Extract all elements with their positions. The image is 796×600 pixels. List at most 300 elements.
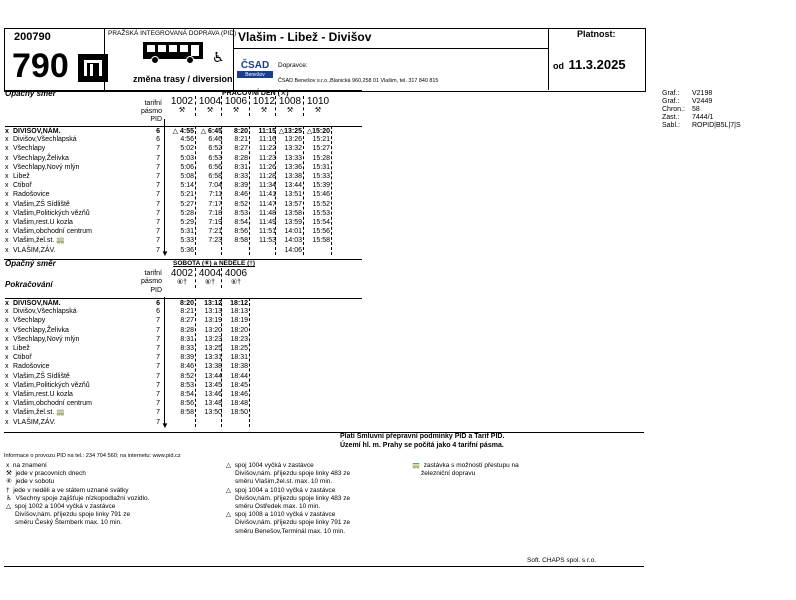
departure-time: 6:52 [208,145,222,153]
trip-number: 1004 [198,96,222,107]
tariff-zone: 7 [156,228,160,236]
request-stop-mark: x [5,191,9,199]
departure-time: 5:14 [180,182,194,190]
departure-time: 11:15 [258,128,276,135]
request-stop-mark: x [5,200,9,208]
departure-time: 6:46 [208,136,222,144]
direction-arrow-2 [164,297,165,425]
departure-time: 13:38 [204,363,222,371]
timetable-row [5,227,362,236]
stop-name: Všechlapy,Nový mlýn [13,163,80,171]
stop-name: Vlašim,Politických vězňů [13,381,90,389]
departure-time: 7:11 [208,191,222,199]
departure-time: 13:32 [284,145,302,153]
legend-line: △ spoj 1004 a 1010 vyčká v zastávce [226,486,336,494]
section2-direction: Opačný směr [5,259,56,268]
departure-time: 6:58 [208,173,222,180]
tariff-zone: 7 [156,391,160,398]
trip-day-symbol: ⚒ [178,107,186,114]
stop-name: Radošovice [13,363,50,371]
departure-time: 14:03 [284,237,302,245]
tariff-zone: 6 [156,128,160,135]
timetable-row [5,326,362,335]
departure-time: 13:12 [204,300,222,307]
request-stop-mark: x [5,154,9,162]
notice-zones: Území hl. m. Prahy se počítá jako 4 tarifní pásma. [340,442,504,449]
tariff-zone: 6 [156,308,160,316]
departure-time: 13:20 [204,326,222,334]
departure-time: 8:27 [234,145,248,153]
timetable-row [5,353,362,362]
legend-line: ⚒ jede v pracovních dnech [6,470,86,478]
stop-name: Všechlapy,Želivka [13,326,69,334]
trip-number: 1010 [306,96,330,107]
trip-number: 1006 [224,96,248,107]
departure-time: 8:28 [180,326,194,334]
departure-time: 13:45 [204,381,222,389]
trip-day-symbol: ⑥† [230,279,242,286]
departure-time: 5:08 [180,173,194,180]
departure-time: 8:33 [180,345,194,352]
request-stop-mark: x [5,400,9,408]
timetable-row [5,154,362,163]
departure-time: 11:53 [259,237,276,245]
timetable-row [5,418,362,427]
tariff-zone: 7 [156,381,160,389]
tariff-zone: 7 [156,418,160,426]
timetable-row [5,399,362,408]
pid-logo [78,54,108,82]
tariff-zone: 7 [156,345,160,352]
section2-day-type: SOBOTA (⑥) a NEDĚLE (†) [173,260,256,267]
departure-time: 13:25 [204,345,222,352]
departure-time: 8:54 [234,219,248,226]
timetable-row [5,381,362,390]
tariff-zone: 7 [156,317,160,325]
direction-arrow-1-head: ▼ [161,249,169,258]
stop-name: Vlašim,žel.st. 🚃 [13,409,65,417]
departure-time: 8:31 [180,335,194,343]
departure-time: 18:45 [230,381,248,389]
stop-name: Všechlapy [13,145,46,153]
line-number: 790 [12,47,69,85]
side-info [662,90,741,130]
timetable-row [5,408,362,417]
request-stop-mark: x [5,363,9,371]
departure-time: 7:21 [208,228,222,236]
timetable-row [5,218,362,227]
operator-logo: ČSAD Benešov [237,61,273,78]
departure-time: 13:26 [284,136,302,144]
side-info-row: Graf.: V2198 [662,90,713,97]
request-stop-mark: x [5,182,9,190]
tariff-zone: 7 [156,163,160,171]
departure-time: 11:47 [259,200,276,208]
departure-time: 13:13 [204,308,222,316]
legend-line: směru Ostředek max. 10 min. [226,503,321,511]
departure-time: 18:50 [230,409,248,417]
tariff-zone: 7 [156,363,160,371]
timetable-row [5,190,362,199]
request-stop-mark: x [5,209,9,217]
legend-line: směru Český Šternberk max. 10 min. [6,519,122,527]
departure-time: 15:58 [312,237,330,245]
info-line: Informace o provozu PID na tel.: 234 704 560; na internetu: www.pid.cz [4,453,181,459]
tariff-zone: 7 [156,145,160,153]
departure-time: 11:26 [259,163,276,171]
departure-time: △ 4:55 [172,128,194,135]
request-stop-mark: x [5,354,9,362]
departure-time: 13:48 [204,400,222,408]
tariff-zone: 7 [156,372,160,380]
timetable-row [5,200,362,209]
legend-line: směru Vlašim,žel.st. max. 10 min. [226,478,333,486]
timetable-row [5,209,362,218]
section2-zone-label-1: tarifní [144,270,162,277]
departure-time: 8:46 [234,191,248,199]
departure-time: 8:39 [180,354,194,362]
legend-line: ⑥ jede v sobotu [6,478,55,486]
side-info-row: Chron.: 58 [662,106,700,113]
departure-time: 8:52 [234,200,248,208]
departure-time: 18:13 [230,308,248,316]
timetable-row [5,390,362,399]
departure-time: 8:20 [233,128,248,135]
tariff-zone: 7 [156,335,160,343]
diversion-label: změna trasy / diversion [133,74,233,84]
timetable-row [5,372,362,381]
trip-day-symbol: ⑥† [176,279,188,286]
legend-line: směru Benešov,Terminál max. 10 min. [226,527,346,535]
stop-name: Vlašim,ZŠ Sídliště [13,200,70,208]
request-stop-mark: x [5,246,9,254]
departure-time: 11:41 [259,191,276,199]
timetable-row [5,362,362,371]
departure-time: △ 6:45 [200,128,222,135]
departure-time: 18:20 [230,326,248,334]
request-stop-mark: x [5,372,9,380]
stop-name: Ctiboř [13,354,32,362]
tariff-zone: 7 [156,237,160,245]
timetable-row [5,135,362,144]
stop-name: Všechlapy [13,317,46,325]
legend-line: Divišov,nám. příjezdu spoje linky 483 ze [226,470,351,478]
departure-time: 13:31 [204,354,222,362]
tariff-zone: 7 [156,219,160,226]
software-credit: Soft. CHAPS spol. s r.o. [527,557,596,564]
section1-day-type: PRACOVNÍ DEN (⚒) [222,90,289,97]
stop-name: Vlašim,žel.st. 🚃 [13,237,65,245]
request-stop-mark: x [5,300,9,307]
legend-line: Divišov,nám. příjezdu spoje linky 791 ze [226,519,351,527]
departure-time: 15:53 [312,209,330,217]
operator-info: ČSAD Benešov s.r.o.,Blanická 960,258 01 Vlašim, tel. 317 840 815 [278,78,439,84]
request-stop-mark: x [5,381,9,389]
trip-number: 4006 [224,268,248,279]
departure-time: 11:51 [259,228,276,236]
side-info-row: Zast.: 7444/1 [662,114,714,121]
legend-line: △ spoj 1008 a 1010 vyčká v zastávce [226,511,336,519]
tariff-zone: 7 [156,409,160,417]
departure-time: 6:53 [208,154,222,162]
section1-zone-label-1: tarifní [144,100,162,107]
departure-time: 8:27 [180,317,194,325]
timetable-code: 200790 [14,31,51,43]
departure-time: 11:23 [259,154,276,162]
stop-name: DIVIŠOV,NÁM. [13,300,61,307]
departure-time: 15:46 [312,191,330,199]
request-stop-mark: x [5,391,9,398]
stop-name: VLAŠIM,ZÁV. [13,418,56,426]
departure-time: 8:56 [180,400,194,408]
request-stop-mark: x [5,136,9,144]
stop-name: Vlašim,obchodní centrum [13,228,92,236]
legend-line: železniční dopravu [412,470,476,478]
departure-time: 18:31 [230,354,248,362]
departure-time: 15:28 [312,154,330,162]
departure-time: 11:16 [259,136,276,144]
direction-arrow-1 [164,119,165,253]
departure-time: 8:21 [234,136,248,144]
departure-time: 8:58 [180,409,194,417]
timetable-row [5,307,362,316]
timetable-row [5,163,362,172]
tariff-zone: 7 [156,191,160,199]
departure-time: 8:46 [180,363,194,371]
departure-time: 13:33 [284,154,302,162]
section1-direction: Opačný směr [5,89,56,98]
section2-zone-label-2: pásmo [140,278,162,285]
departure-time: 11:28 [259,173,276,180]
tariff-zone: 7 [156,209,160,217]
legend-middle [226,462,350,536]
request-stop-mark: x [5,128,9,135]
departure-time: 13:51 [284,191,302,199]
legend-line: △ spoj 1004 vyčká v zastávce [226,462,314,469]
stop-name: Vlašim,Politických vězňů [13,209,90,217]
trip-day-symbol: ⚒ [206,107,214,114]
departure-time: 18:25 [230,345,248,352]
departure-time: 15:39 [312,182,330,190]
timetable-row [5,246,362,255]
departure-time: 15:27 [312,145,330,153]
tariff-zone: 7 [156,154,160,162]
trip-day-symbol: ⑥† [204,279,216,286]
departure-time: 5:03 [180,154,194,162]
timetable-row [5,335,362,344]
departure-time: 5:21 [180,191,194,199]
timetable-row [5,144,362,153]
legend-line: △ spoj 1002 a 1004 vyčká v zastávce [6,503,116,511]
tariff-zone: 7 [156,400,160,408]
trip-number: 4004 [198,268,222,279]
stop-name: Vlašim,ZŠ Sídliště [13,372,70,380]
departure-time: 11:48 [259,209,276,217]
departure-time: 8:53 [234,209,248,217]
departure-time: 7:18 [208,209,222,217]
side-info-row: Graf.: V2449 [662,98,713,105]
stop-name: Libež [13,173,30,180]
timetable-row [5,172,362,181]
request-stop-mark: x [5,228,9,236]
tariff-zone: 7 [156,173,160,180]
validity-date: od 11.3.2025 [553,57,626,72]
stop-name: Vlašim,obchodní centrum [13,400,92,408]
request-stop-mark: x [5,145,9,153]
legend-right [412,462,519,478]
stop-name: Vlašim,rest.U kozla [13,219,73,226]
legend-line: † jede v neděli a ve státem uznané svátky [6,486,129,494]
stop-name: DIVIŠOV,NÁM. [13,128,61,135]
departure-time: 13:57 [284,200,302,208]
stop-name: Divišov,Všechlapská [13,136,77,144]
section2-zone-label-3: PID [150,287,162,294]
stop-name: VLAŠIM,ZÁV. [13,246,56,254]
notice-conditions: Platí Smluvní přepravní podmínky PID a Tarif PID. [340,433,505,440]
request-stop-mark: x [5,163,9,171]
departure-time: 8:53 [180,381,194,389]
stop-name: Všechlapy,Nový mlýn [13,335,80,343]
departure-time: 8:33 [234,173,248,180]
departure-time: 18:12 [230,300,248,307]
request-stop-mark: x [5,418,9,426]
departure-time: 13:44 [284,182,302,190]
timetable-row [5,344,362,353]
stop-name: Vlašim,rest.U kozla [13,391,73,398]
departure-time: 14:06 [284,246,302,254]
legend-line: 🚃 zastávka s možností přestupu na [412,462,519,469]
legend-left [6,462,149,528]
departure-time: 5:27 [180,200,194,208]
departure-time: 13:46 [204,391,222,398]
route-title: Vlašim - Libež - Divišov [238,30,372,44]
departure-time: 11:49 [259,219,276,226]
departure-time: 15:21 [312,136,330,144]
departure-time: 13:36 [284,163,302,171]
tariff-zone: 7 [156,182,160,190]
tariff-zone: 6 [156,300,160,307]
timetable-row [5,316,362,325]
departure-time: 7:17 [208,200,222,208]
departure-time: 15:33 [312,173,330,180]
departure-time: 5:28 [180,209,194,217]
section1-zone-label-2: pásmo [140,108,162,115]
timetable-row [5,236,362,245]
trip-day-symbol: ⚒ [232,107,240,114]
trip-number: 4002 [170,268,194,279]
departure-time: 18:19 [230,317,248,325]
tariff-zone: 6 [156,136,160,144]
request-stop-mark: x [5,173,9,180]
request-stop-mark: x [5,237,9,245]
departure-time: 8:39 [234,182,248,190]
departure-time: 18:23 [230,335,248,343]
organization-name: PRAŽSKÁ INTEGROVANÁ DOPRAVA (PID) [108,30,237,37]
departure-time: △13:25 [278,128,302,135]
departure-time: 13:58 [284,209,302,217]
departure-time: 8:54 [180,391,194,398]
tariff-zone: 7 [156,246,160,254]
operator-label: Dopravce: [278,62,308,69]
trip-number: 1008 [278,96,302,107]
departure-time: 11:34 [259,182,276,190]
legend-line: Divišov,nám. příjezdu spoje linky 483 ze [226,494,351,502]
departure-time: 8:21 [180,308,194,316]
departure-time: 8:52 [180,372,194,380]
timetable-row [5,181,362,190]
departure-time: 7:23 [208,237,222,245]
validity-label: Platnost: [577,29,616,39]
bus-icon [142,40,206,66]
departure-time: 13:23 [204,335,222,343]
trip-day-symbol: ⚒ [314,107,322,114]
legend-line: ♿ Všechny spoje zajišťuje nízkopodlažní vozidlo. [6,494,150,502]
trip-number: 1002 [170,96,194,107]
departure-time: 4:56 [180,136,194,144]
departure-time: 8:31 [234,163,248,171]
departure-time: 18:46 [230,391,248,398]
request-stop-mark: x [5,345,9,352]
departure-time: 7:04 [208,182,222,190]
departure-time: 15:56 [312,228,330,236]
tariff-zone: 7 [156,354,160,362]
section2-continuation: Pokračování [5,280,53,289]
request-stop-mark: x [5,335,9,343]
stop-name: Radošovice [13,191,50,199]
departure-time: 5:36 [180,246,194,254]
departure-time: 5:33 [180,237,194,245]
departure-time: 8:58 [234,237,248,245]
departure-time: 13:59 [284,219,302,226]
stop-name: Libež [13,345,30,352]
request-stop-mark: x [5,409,9,417]
tariff-zone: 7 [156,326,160,334]
tariff-zone: 7 [156,200,160,208]
request-stop-mark: x [5,326,9,334]
departure-time: 18:44 [230,372,248,380]
stop-name: Divišov,Všechlapská [13,308,77,316]
direction-arrow-2-head: ▼ [161,421,169,430]
legend-line: Divišov,nám. příjezdu spoje linky 791 ze [6,511,131,519]
trip-number: 1012 [252,96,276,107]
departure-time: △15:20 [306,128,330,135]
departure-time: 15:31 [312,163,330,171]
side-info-row: Sabl.: ROPID|B5L|7|S [662,122,741,129]
departure-time: 5:29 [180,219,194,226]
departure-time: 13:19 [204,317,222,325]
legend-line: x na znamení [6,462,47,469]
stop-name: Všechlapy,Želivka [13,154,69,162]
departure-time: 15:54 [312,219,330,226]
departure-time: 13:50 [204,409,222,417]
departure-time: 8:56 [234,228,248,236]
request-stop-mark: x [5,317,9,325]
request-stop-mark: x [5,219,9,226]
departure-time: 13:38 [284,173,302,180]
departure-time: 14:01 [284,228,302,236]
departure-time: 5:06 [180,163,194,171]
departure-time: 11:22 [259,145,276,153]
departure-time: 18:48 [230,400,248,408]
departure-time: 18:38 [230,363,248,371]
stop-name: Ctiboř [13,182,32,190]
departure-time: 15:52 [312,200,330,208]
section1-zone-label-3: PID [150,116,162,123]
trip-day-symbol: ⚒ [286,107,294,114]
departure-time: 5:31 [180,228,194,236]
departure-time: 13:44 [204,372,222,380]
departure-time: 6:56 [208,163,222,171]
